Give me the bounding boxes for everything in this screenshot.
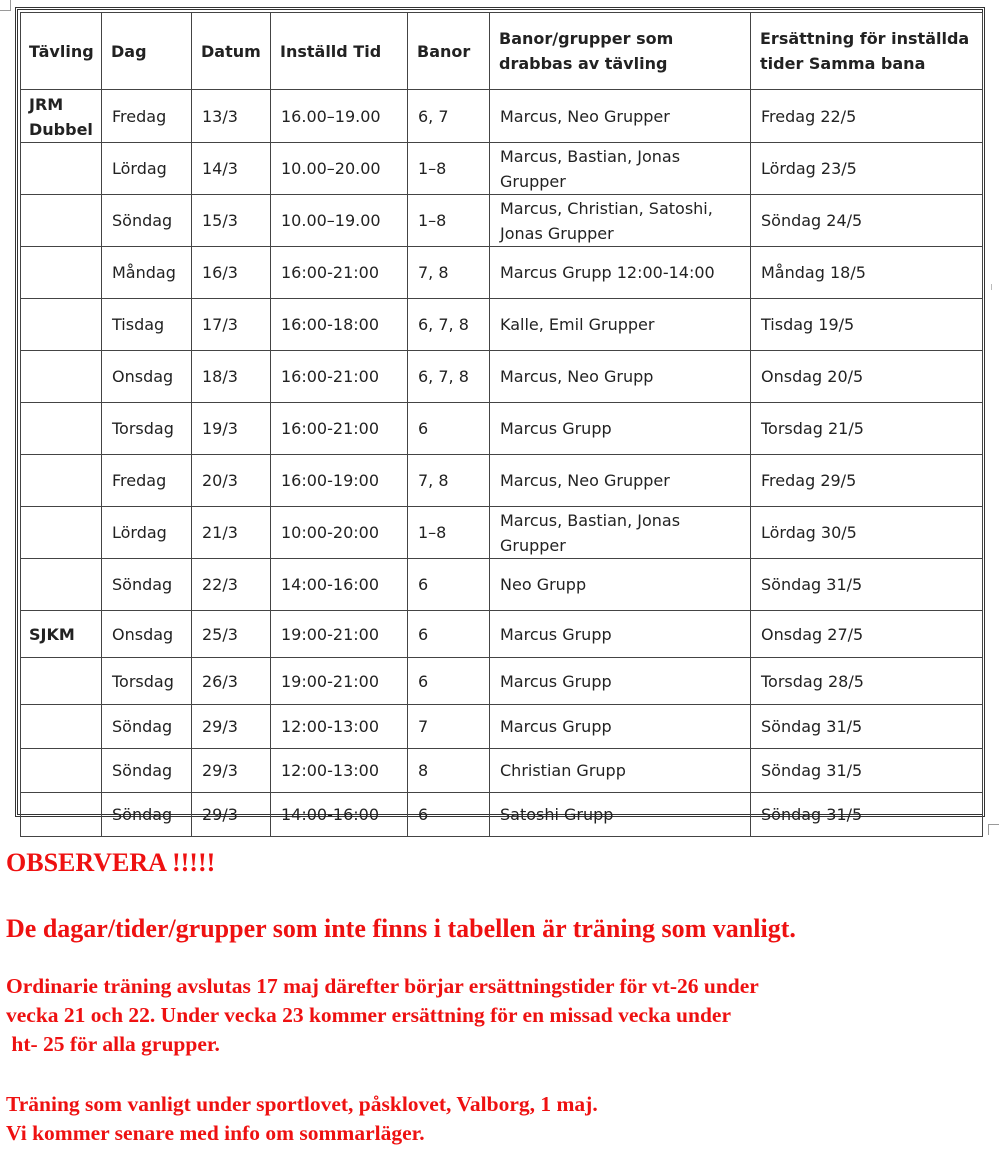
cell-day: Söndag [102,705,192,749]
cell-day: Lördag [102,507,192,559]
header-affected-groups: Banor/grupper som drabbas av tävling [490,13,751,90]
cell-day: Onsdag [102,351,192,403]
table-row [21,658,983,705]
notice-text-line: Ordinarie träning avslutas 17 maj därefter börjar ersättningstider för vt-26 under [6,974,759,998]
notice-text-line: Vi kommer senare med info om sommarläger. [6,1121,425,1145]
corner-crop-mark [0,0,11,11]
notice-text-line: Träning som vanligt under sportlovet, påsklovet, Valborg, 1 maj. [6,1092,598,1116]
cell-day: Söndag [102,793,192,837]
cell-cancelled-time: 10.00–20.00 [271,143,408,195]
cell-lanes: 6 [408,793,490,837]
corner-crop-mark [988,824,999,835]
header-date: Datum [192,13,271,90]
cell-day: Torsdag [102,403,192,455]
cell-compensation: Söndag 31/5 [751,793,983,837]
cell-competition [21,455,102,507]
cell-day: Onsdag [102,611,192,658]
cell-lanes: 1–8 [408,143,490,195]
notice-regular-training: De dagar/tider/grupper som inte finns i tabellen är träning som vanligt. [6,914,796,943]
table-row [21,559,983,611]
cell-competition [21,705,102,749]
cell-compensation: Torsdag 21/5 [751,403,983,455]
cell-date: 13/3 [192,90,271,143]
cell-competition [21,559,102,611]
cell-competition [21,299,102,351]
cell-compensation: Torsdag 28/5 [751,658,983,705]
cell-cancelled-time: 16:00-21:00 [271,247,408,299]
table-row [21,299,983,351]
cell-compensation: Onsdag 20/5 [751,351,983,403]
cell-affected-groups: Marcus, Neo Grupper [490,90,751,143]
cell-competition [21,351,102,403]
table-row [21,90,983,143]
table-row [21,455,983,507]
cell-day: Söndag [102,195,192,247]
table-row [21,507,983,559]
cell-compensation: Fredag 22/5 [751,90,983,143]
cell-date: 25/3 [192,611,271,658]
header-cancelled-time: Inställd Tid [271,13,408,90]
cell-date: 19/3 [192,403,271,455]
cell-cancelled-time: 12:00-13:00 [271,749,408,793]
table-row [21,195,983,247]
cell-lanes: 7 [408,705,490,749]
cell-cancelled-time: 16:00-21:00 [271,351,408,403]
cell-affected-groups: Marcus Grupp [490,705,751,749]
cell-competition [21,507,102,559]
notice-text-line: vecka 21 och 22. Under vecka 23 kommer ersättning för en missad vecka under [6,1003,731,1027]
header-lanes: Banor [408,13,490,90]
cell-date: 29/3 [192,749,271,793]
cell-cancelled-time: 19:00-21:00 [271,658,408,705]
cell-competition [21,749,102,793]
cell-compensation: Lördag 23/5 [751,143,983,195]
cell-day: Fredag [102,90,192,143]
cell-compensation: Söndag 31/5 [751,749,983,793]
cell-compensation: Söndag 31/5 [751,705,983,749]
table-row [21,611,983,658]
table-row [21,247,983,299]
cell-competition [21,195,102,247]
cell-day: Söndag [102,749,192,793]
cell-day: Torsdag [102,658,192,705]
cell-date: 26/3 [192,658,271,705]
header-competition: Tävling [21,13,102,90]
notice-heading: OBSERVERA !!!!! [6,848,216,877]
cell-day: Lördag [102,143,192,195]
cell-lanes: 6, 7, 8 [408,299,490,351]
cell-affected-groups: Marcus, Christian, Satoshi, Jonas Grupper [490,195,751,247]
cell-compensation: Söndag 24/5 [751,195,983,247]
cell-lanes: 6, 7, 8 [408,351,490,403]
table-row [21,403,983,455]
cell-day: Tisdag [102,299,192,351]
cell-competition [21,143,102,195]
cell-affected-groups: Satoshi Grupp [490,793,751,837]
cell-date: 21/3 [192,507,271,559]
cell-affected-groups: Marcus, Bastian, Jonas Grupper [490,507,751,559]
cell-affected-groups: Marcus, Neo Grupp [490,351,751,403]
notice-section [6,848,996,1148]
cell-competition [21,403,102,455]
cell-affected-groups: Marcus, Bastian, Jonas Grupper [490,143,751,195]
cell-compensation: Lördag 30/5 [751,507,983,559]
cell-date: 15/3 [192,195,271,247]
cell-compensation: Fredag 29/5 [751,455,983,507]
notice-text-line: ht- 25 för alla grupper. [6,1032,220,1056]
header-compensation: Ersättning för inställda tider Samma bana [751,13,983,90]
cell-compensation: Tisdag 19/5 [751,299,983,351]
cell-competition [21,793,102,837]
schedule-table [20,12,983,837]
cell-cancelled-time: 12:00-13:00 [271,705,408,749]
cell-day: Söndag [102,559,192,611]
edge-mark [991,284,992,290]
cell-cancelled-time: 16.00–19.00 [271,90,408,143]
cell-date: 22/3 [192,559,271,611]
cell-cancelled-time: 10:00-20:00 [271,507,408,559]
table-row [21,793,983,837]
cell-competition: JRM Dubbel [21,90,102,143]
cell-affected-groups: Marcus Grupp 12:00-14:00 [490,247,751,299]
cell-lanes: 1–8 [408,507,490,559]
cell-day: Fredag [102,455,192,507]
cell-lanes: 7, 8 [408,455,490,507]
cell-cancelled-time: 16:00-21:00 [271,403,408,455]
cell-date: 16/3 [192,247,271,299]
table-header-row [21,13,983,90]
cell-compensation: Onsdag 27/5 [751,611,983,658]
cell-cancelled-time: 16:00-19:00 [271,455,408,507]
cell-lanes: 6 [408,658,490,705]
cell-affected-groups: Neo Grupp [490,559,751,611]
cell-affected-groups: Marcus Grupp [490,658,751,705]
cell-cancelled-time: 14:00-16:00 [271,793,408,837]
cell-competition: SJKM [21,611,102,658]
cell-affected-groups: Christian Grupp [490,749,751,793]
cell-affected-groups: Marcus Grupp [490,403,751,455]
table-row [21,749,983,793]
notice-compensation-paragraph [6,972,996,1059]
header-day: Dag [102,13,192,90]
cell-competition [21,658,102,705]
table-row [21,351,983,403]
cell-compensation: Måndag 18/5 [751,247,983,299]
cell-lanes: 6 [408,403,490,455]
cell-date: 18/3 [192,351,271,403]
cell-date: 17/3 [192,299,271,351]
cell-date: 20/3 [192,455,271,507]
cell-lanes: 6, 7 [408,90,490,143]
table-row [21,705,983,749]
cell-date: 14/3 [192,143,271,195]
cell-affected-groups: Marcus, Neo Grupper [490,455,751,507]
cell-lanes: 6 [408,611,490,658]
cell-compensation: Söndag 31/5 [751,559,983,611]
cell-day: Måndag [102,247,192,299]
cell-cancelled-time: 16:00-18:00 [271,299,408,351]
notice-holiday-paragraph [6,1090,996,1148]
cell-competition [21,247,102,299]
cell-lanes: 6 [408,559,490,611]
cell-lanes: 8 [408,749,490,793]
cell-cancelled-time: 14:00-16:00 [271,559,408,611]
cell-lanes: 1–8 [408,195,490,247]
cell-lanes: 7, 8 [408,247,490,299]
cell-affected-groups: Kalle, Emil Grupper [490,299,751,351]
cell-date: 29/3 [192,793,271,837]
cell-date: 29/3 [192,705,271,749]
cell-cancelled-time: 10.00–19.00 [271,195,408,247]
table-row [21,143,983,195]
cell-cancelled-time: 19:00-21:00 [271,611,408,658]
cell-affected-groups: Marcus Grupp [490,611,751,658]
